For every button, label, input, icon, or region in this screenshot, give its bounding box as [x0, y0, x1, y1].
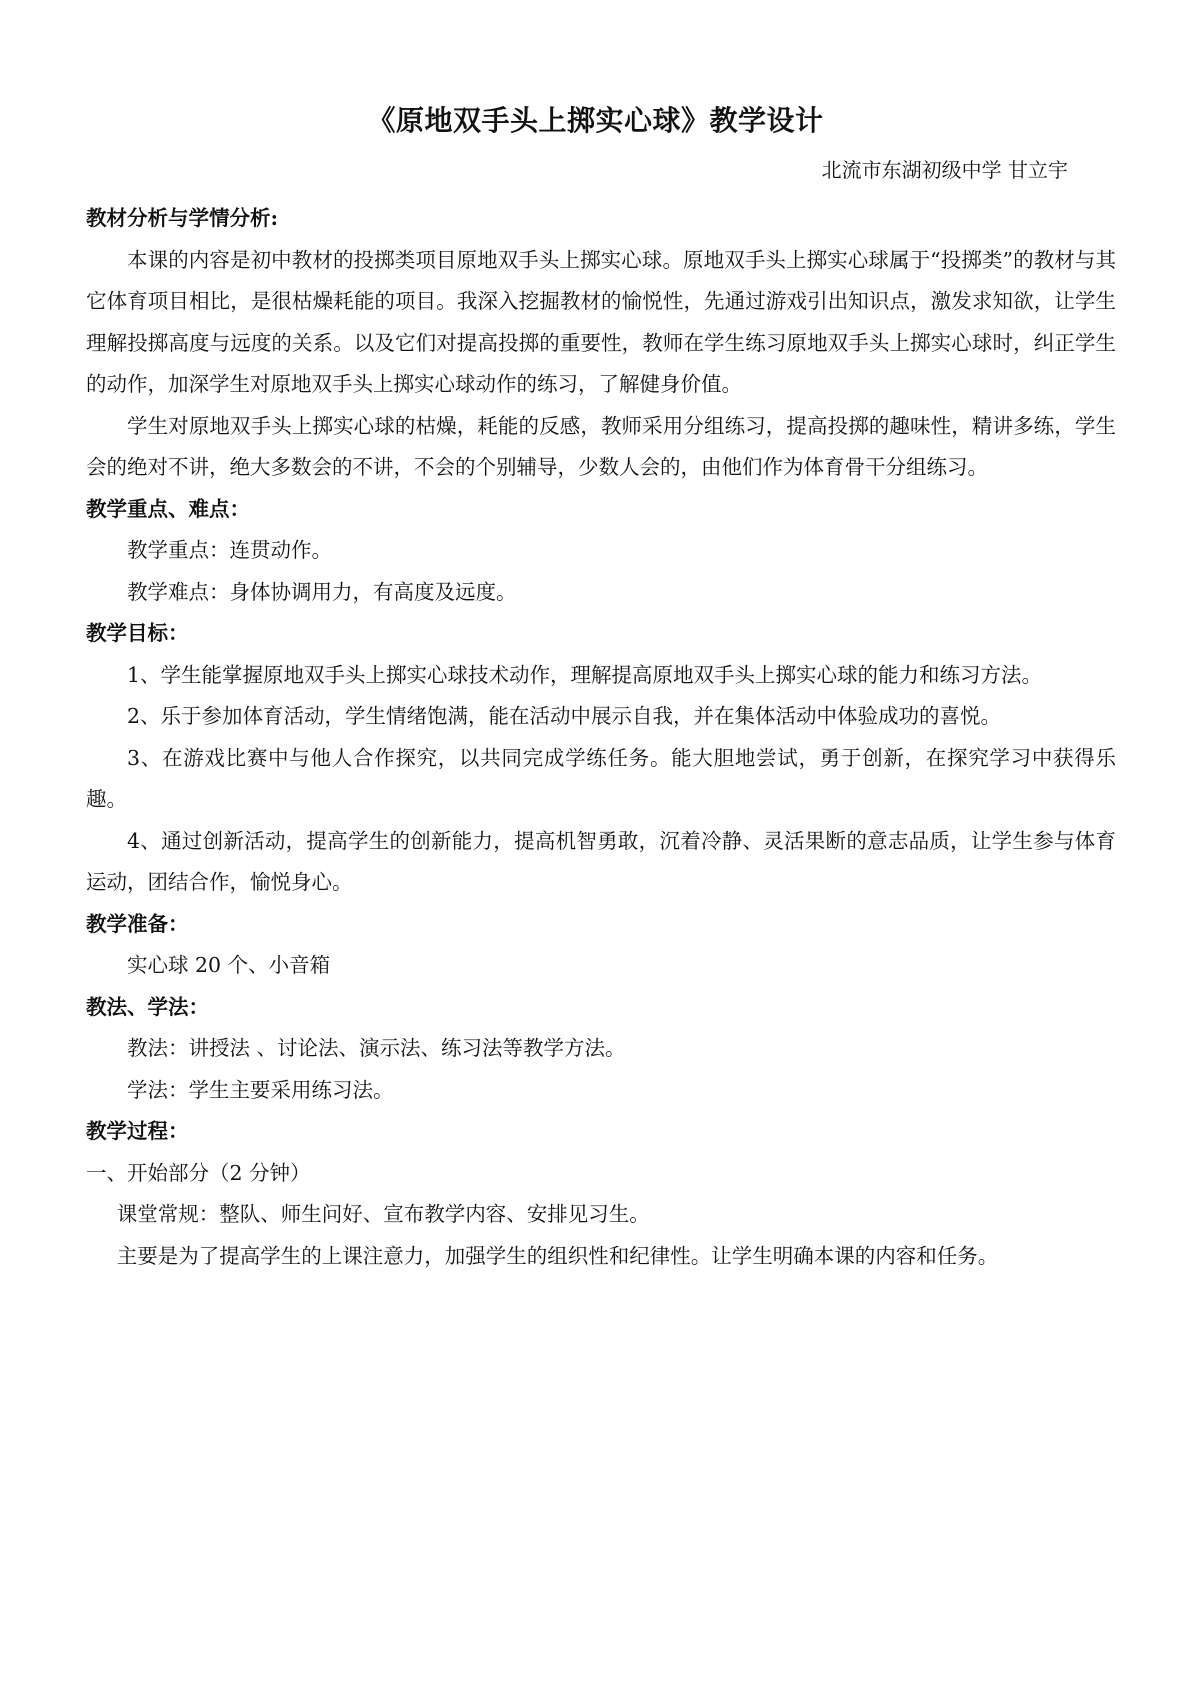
paragraph-preparation: 实心球 20 个、小音箱 — [127, 953, 331, 977]
paragraph-difficulty: 教学难点：身体协调用力，有高度及远度。 — [127, 579, 517, 604]
paragraph-key-point: 教学重点：连贯动作。 — [127, 538, 332, 562]
paragraph-analysis-1: 本课的内容是初中教材的投掷类项目原地双手头上掷实心球。原地双手头上掷实心球属于“投掷类”的教材与其它体育项目相比，是很枯燥耗能的项目。我深入挖掘教材的愉悦性，先通过游戏引出知识点，激发求知欲，让学生理解投掷高度与远度的关系。以及它们对提高投掷的重要性，教师在学生练习原地双手头上掷实心球时，纠正学生的动作，加深学生对原地双手头上掷实心球动作的练习，了解健身价值。 — [86, 247, 1116, 396]
document-title: 《原地双手头上掷实心球》教学设计 — [367, 104, 824, 137]
paragraph-purpose: 主要是为了提高学生的上课注意力，加强学生的组织性和纪律性。让学生明确本课的内容和任务。 — [116, 1243, 999, 1268]
objective-item-2: 2、乐于参加体育活动，学生情绪饱满，能在活动中展示自我，并在集体活动中体验成功的喜悦。 — [127, 704, 1002, 728]
heading-process: 教学过程： — [86, 1119, 189, 1143]
paragraph-teaching-method: 教法：讲授法 、讨论法、演示法、练习法等教学方法。 — [127, 1036, 626, 1060]
heading-preparation: 教学准备： — [86, 911, 189, 936]
objective-item-4: 4、通过创新活动，提高学生的创新能力，提高机智勇敢，沉着冷静、灵活果断的意志品质，让学生参与体育运动，团结合作，愉悦身心。 — [86, 828, 1116, 894]
heading-methods: 教法、学法： — [86, 994, 209, 1019]
paragraph-learning-method: 学法：学生主要采用练习法。 — [127, 1077, 394, 1102]
process-part-1: 一、开始部分（2 分钟） — [86, 1160, 311, 1185]
heading-objectives: 教学目标： — [86, 621, 189, 645]
document-body — [86, 198, 1116, 1277]
heading-analysis: 教材分析与学情分析: — [86, 206, 279, 230]
paragraph-class-routine: 课堂常规：整队、师生问好、宣布教学内容、安排见习生。 — [116, 1202, 650, 1226]
author-line: 北流市东湖初级中学 甘立宇 — [821, 158, 1068, 182]
objective-item-1: 1、学生能掌握原地双手头上掷实心球技术动作，理解提高原地双手头上掷实心球的能力和练习方法。 — [127, 662, 1043, 687]
paragraph-analysis-2: 学生对原地双手头上掷实心球的枯燥，耗能的反感，教师采用分组练习，提高投掷的趣味性，精讲多练，学生会的绝对不讲，绝大多数会的不讲，不会的个别辅导，少数人会的，由他们作为体育骨干分组练习。 — [86, 413, 1116, 479]
heading-keypoints: 教学重点、难点： — [86, 496, 250, 521]
objective-item-3: 3、在游戏比赛中与他人合作探究，以共同完成学练任务。能大胆地尝试，勇于创新，在探究学习中获得乐趣。 — [86, 745, 1116, 811]
